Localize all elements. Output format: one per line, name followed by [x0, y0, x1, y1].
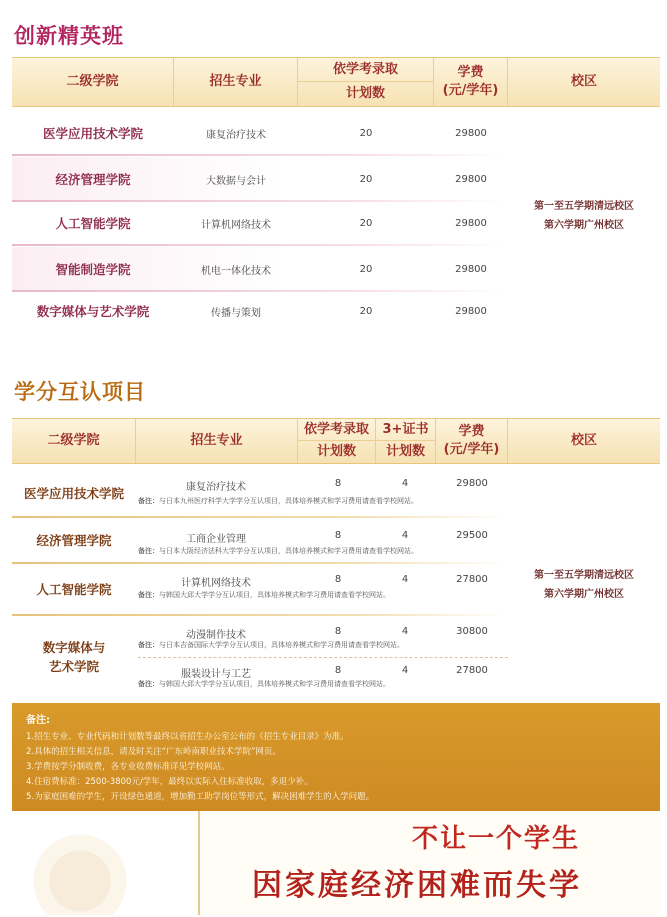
row-college [12, 638, 136, 677]
campus-line2: 第六学期广州校区 [544, 220, 624, 231]
row-major: 工商企业管理 [186, 534, 246, 545]
row-major: 康复治疗技术 [206, 129, 266, 141]
note-label: 备注： [138, 547, 159, 555]
row-fee: 29500 [456, 530, 488, 541]
notes-title: 备注: [26, 715, 50, 726]
row-fee: 27800 [456, 574, 488, 585]
row-fee: 30800 [456, 626, 488, 637]
campus-line1: 第一至五学期清远校区 [534, 570, 634, 581]
header-plan-top: 依学考录取 [298, 58, 433, 82]
row-plan: 8 [334, 626, 342, 637]
row-divider [12, 614, 508, 616]
row-major: 机电一体化技术 [201, 265, 271, 277]
header-campus: 校区 [570, 74, 597, 90]
row-plan: 8 [334, 530, 342, 541]
header-major: 招生专业 [174, 58, 298, 106]
header-fee [436, 419, 508, 463]
row-note [138, 546, 508, 556]
note-text: 与韩国大邱大学学分互认项目，具体培养模式和学习费用请查看学校网站。 [159, 591, 390, 599]
row-plan: 8 [334, 478, 342, 489]
note-text: 与韩国大邱大学学分互认项目，具体培养模式和学习费用请查看学校网站。 [159, 680, 390, 688]
row-fee: 29800 [455, 217, 487, 229]
row-college: 医学应用技术学院 [23, 486, 124, 501]
header-plan-bottom: 计划数 [316, 444, 356, 460]
row-plan: 20 [359, 263, 373, 275]
row-fee: 27800 [456, 665, 488, 676]
table-header [12, 57, 660, 107]
row-fee: 29800 [455, 173, 487, 185]
row-fee: 29800 [456, 478, 488, 489]
header-plan-bottom: 计划数 [345, 86, 385, 102]
note-text: 与日本九州医疗科学大学学分互认项目，具体培养模式和学习费用请查看学校网站。 [159, 497, 418, 505]
row-fee: 29800 [455, 127, 487, 139]
row-major: 服装设计与工艺 [181, 669, 251, 680]
notes-box [12, 703, 660, 811]
note-label: 备注： [138, 591, 159, 599]
row-major: 计算机网络技术 [201, 219, 271, 231]
row-major: 动漫制作技术 [186, 630, 246, 641]
row-dashed-divider [138, 657, 508, 658]
header-fee-line1: 学费 [457, 65, 484, 81]
notes-item: 3.学费按学分制收费，各专业收费标准详见学校网站。 [26, 762, 230, 772]
notes-item: 1.招生专业、专业代码和计划数等最终以省招生办公室公布的《招生专业目录》为准。 [26, 732, 349, 742]
row-divider [12, 562, 508, 564]
table-row [12, 111, 508, 155]
header-fee-line2: (元/学年) [442, 83, 499, 98]
table-row [12, 470, 508, 518]
campus-line2: 第六学期广州校区 [544, 589, 624, 600]
row-note [138, 640, 508, 650]
header-cert-bottom: 计划数 [385, 444, 425, 460]
row-divider [12, 244, 508, 246]
header-fee-line2: (元/学年) [443, 442, 500, 457]
note-label: 备注： [138, 680, 159, 688]
notes-item: 2.具体的招生相关信息，请及时关注“广东岭南职业技术学院”网页。 [26, 747, 281, 757]
table-row [12, 247, 508, 291]
section-title-elite-class: 创新精英班 [14, 24, 124, 48]
row-note [138, 496, 508, 506]
row-divider [12, 154, 508, 156]
table-row-group [12, 618, 508, 694]
row-college-line2: 艺术学院 [48, 659, 99, 675]
table-row [12, 566, 508, 616]
decorative-pattern [0, 811, 196, 915]
row-college: 人工智能学院 [55, 216, 131, 231]
row-college: 智能制造学院 [55, 262, 131, 277]
row-note [138, 679, 508, 689]
row-note [138, 590, 508, 600]
table-header [12, 418, 660, 464]
header-plan-top: 依学考录取 [298, 419, 375, 441]
row-plan: 8 [334, 574, 342, 585]
table-row [12, 157, 508, 201]
row-college: 人工智能学院 [36, 582, 112, 597]
row-cert: 4 [401, 478, 409, 489]
table-row [12, 520, 508, 564]
row-plan: 20 [359, 305, 373, 317]
row-plan: 8 [334, 665, 342, 676]
notes-item: 4.住宿费标准：2500-3800元/学年，最终以实际入住标准收取，多退少补。 [26, 777, 313, 787]
notes-item: 5.为家庭困难的学生，开设绿色通道，增加勤工助学岗位等形式，解决困难学生的入学问题。 [26, 792, 375, 802]
header-college: 二级学院 [12, 58, 174, 106]
header-plan [298, 419, 376, 463]
row-divider [12, 516, 508, 518]
row-plan: 20 [359, 217, 373, 229]
header-plan [298, 58, 434, 106]
header-major: 招生专业 [136, 419, 298, 463]
row-college: 医学应用技术学院 [42, 126, 143, 141]
table-row [12, 201, 508, 245]
row-college-line1: 数字媒体与 [42, 640, 106, 655]
row-cert: 4 [401, 626, 409, 637]
table-row [12, 289, 508, 333]
header-campus: 校区 [570, 433, 597, 449]
row-major: 大数据与会计 [206, 175, 266, 187]
row-major: 计算机网络技术 [181, 578, 251, 589]
section-title-credit-recognition: 学分互认项目 [14, 380, 146, 404]
note-text: 与日本大阪经济法科大学学分互认项目，具体培养模式和学习费用请查看学校网站。 [159, 547, 418, 555]
note-text: 与日本吉备国际大学学分互认项目，具体培养模式和学习费用请查看学校网站。 [159, 641, 404, 649]
elite-class-table [12, 57, 660, 319]
row-fee: 29800 [455, 263, 487, 275]
campus-info [509, 197, 659, 235]
header-fee-line1: 学费 [458, 424, 485, 440]
row-cert: 4 [401, 665, 409, 676]
campus-info [509, 566, 659, 604]
note-label: 备注： [138, 497, 159, 505]
header-cert-top: 3+证书 [376, 419, 435, 441]
header-cert [376, 419, 436, 463]
row-cert: 4 [401, 530, 409, 541]
credit-recognition-table [12, 418, 660, 688]
row-fee: 29800 [455, 305, 487, 317]
row-college: 数字媒体与艺术学院 [36, 304, 150, 319]
row-major: 康复治疗技术 [186, 482, 246, 493]
row-plan: 20 [359, 127, 373, 139]
row-plan: 20 [359, 173, 373, 185]
row-college: 经济管理学院 [36, 533, 112, 548]
row-major: 传播与策划 [211, 307, 261, 319]
slogan-line1: 不让一个学生 [412, 824, 581, 854]
slogan-line2: 因家庭经济困难而失学 [252, 868, 582, 903]
header-college: 二级学院 [12, 419, 136, 463]
row-college: 经济管理学院 [55, 172, 131, 187]
header-fee [434, 58, 508, 106]
row-cert: 4 [401, 574, 409, 585]
campus-line1: 第一至五学期清远校区 [534, 201, 634, 212]
note-label: 备注： [138, 641, 159, 649]
